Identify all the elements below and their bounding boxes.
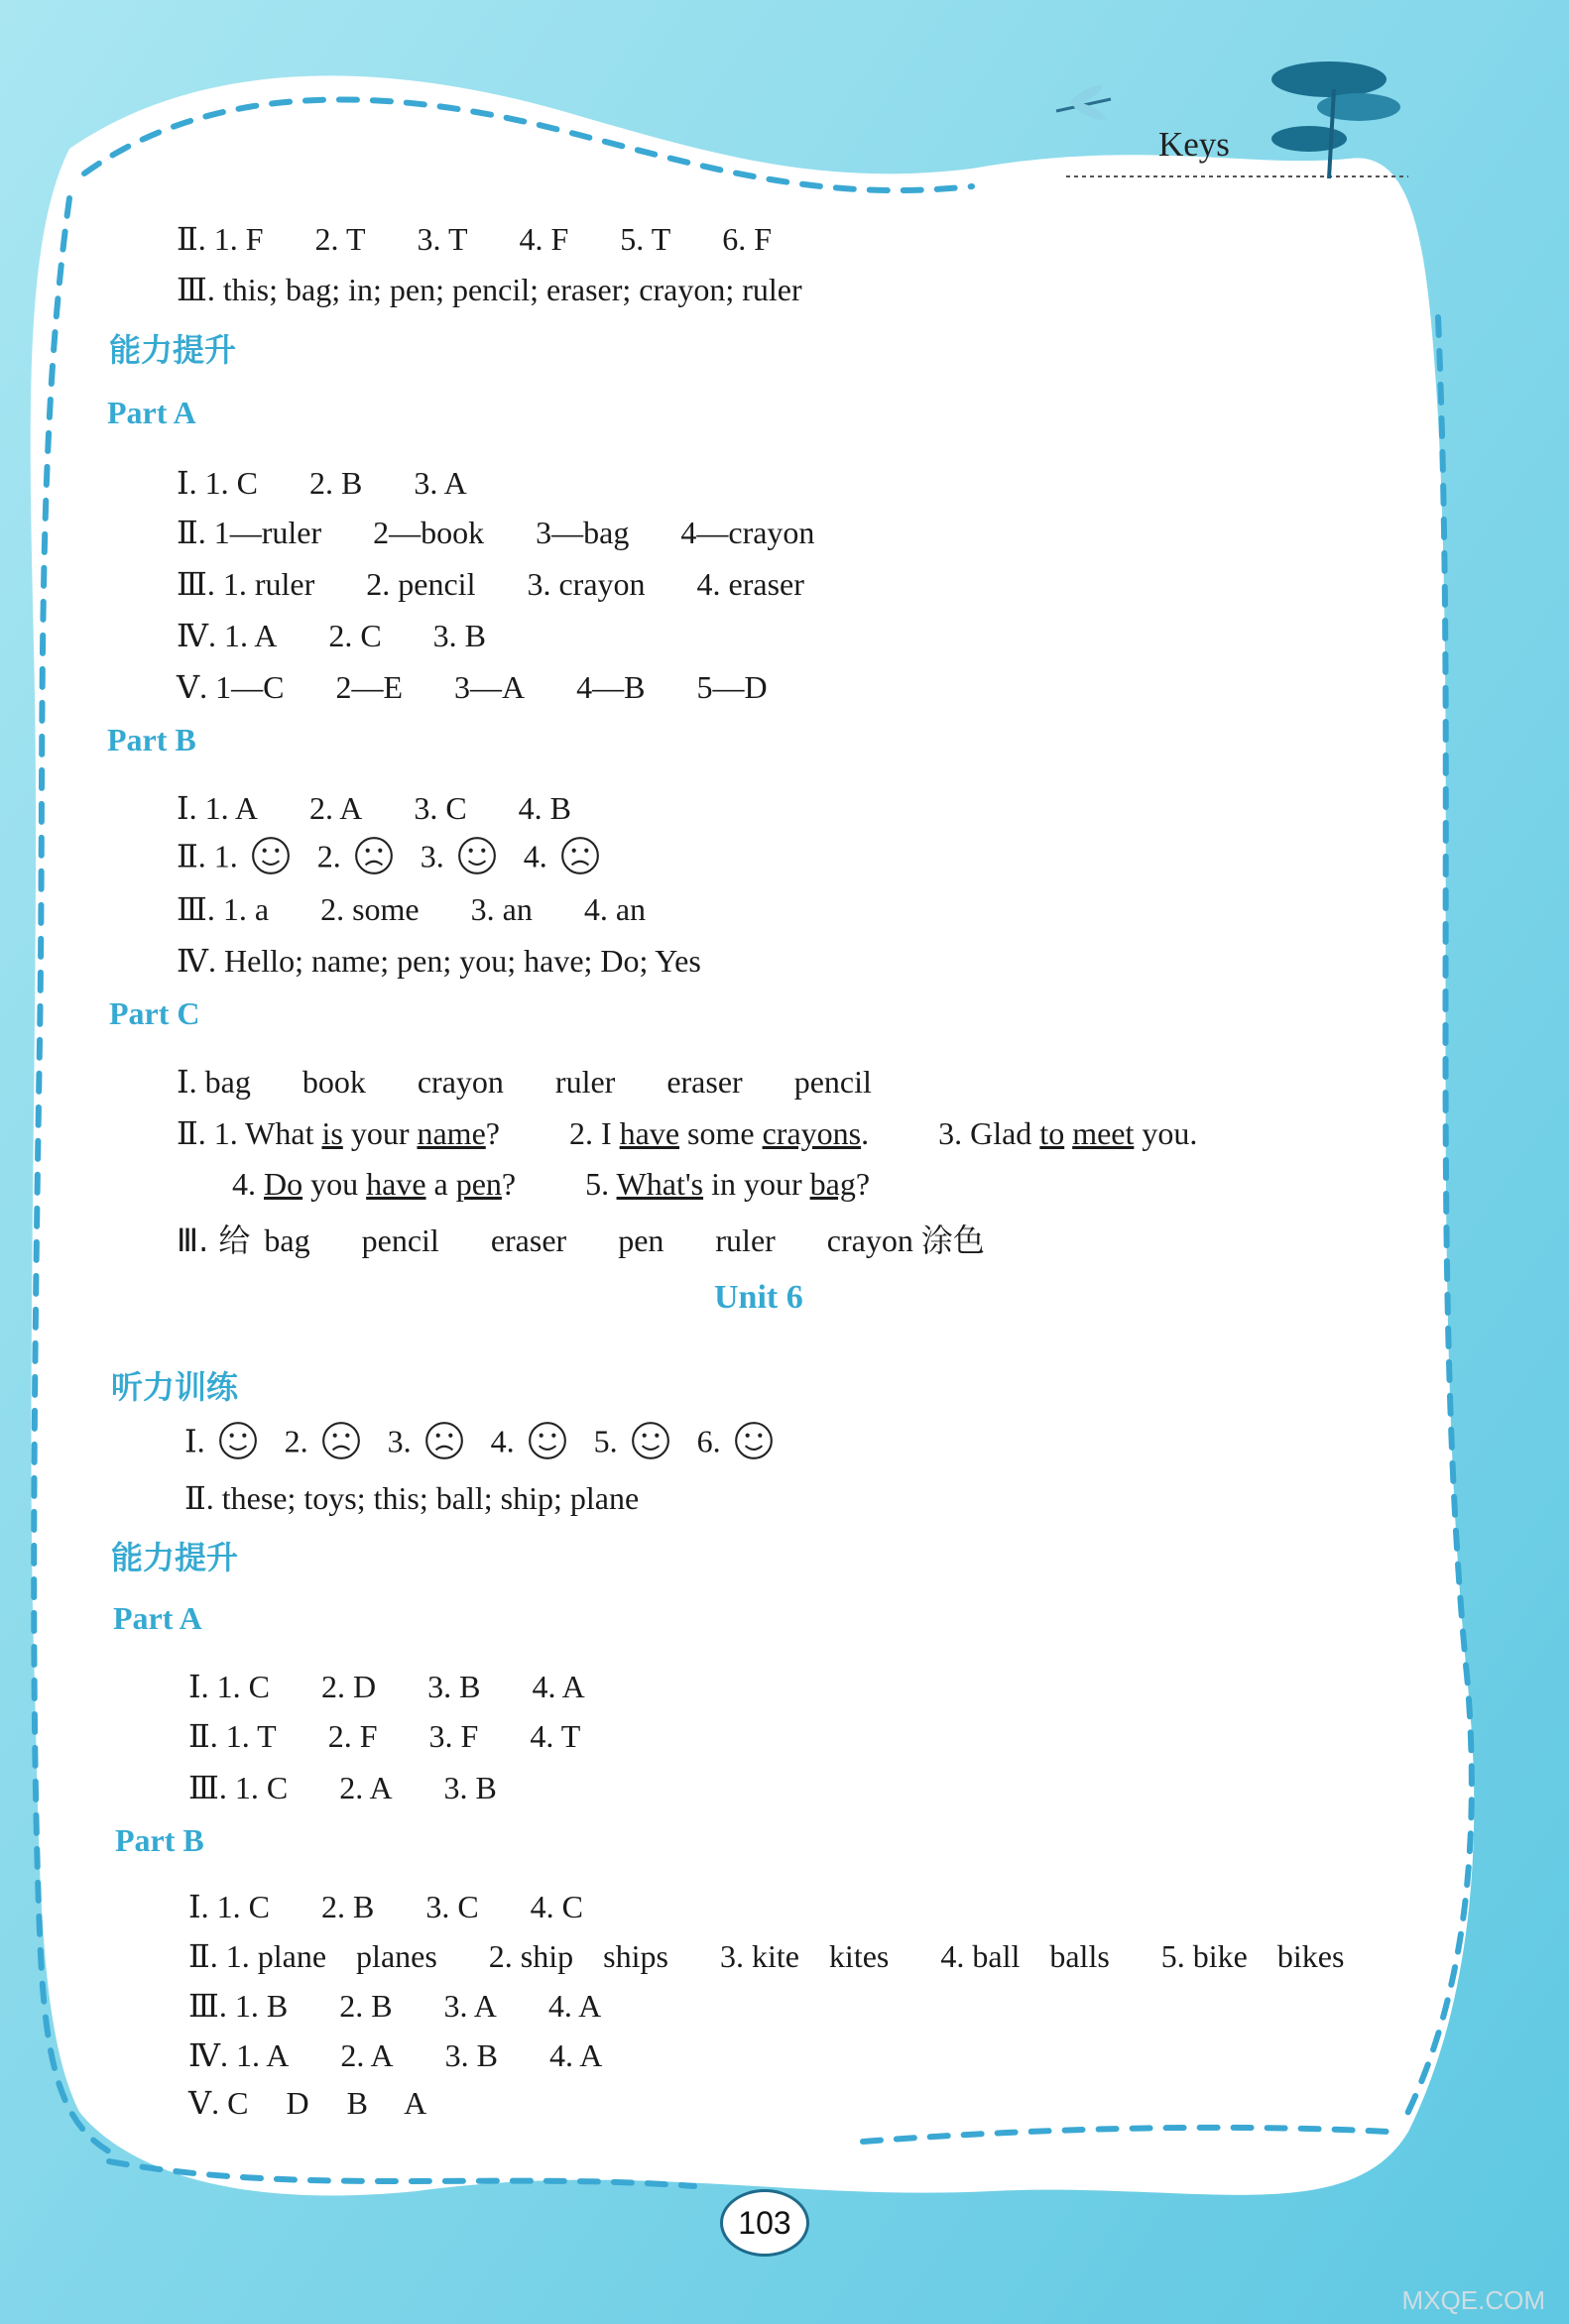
answer: 3. F <box>428 1718 479 1754</box>
u5-ii-line <box>177 220 815 258</box>
sentence-4: 4. Do you have a pen? <box>232 1166 517 1202</box>
header-title: Keys <box>1158 125 1230 164</box>
u6-pb-iv <box>188 2036 646 2074</box>
answer: 4. T <box>530 1718 581 1754</box>
answer: pencil <box>361 1222 439 1258</box>
u5-pb-iv: Ⅳ. Hello; name; pen; you; have; Do; Yes <box>177 943 701 979</box>
answer: 2. D <box>320 1669 377 1704</box>
part-a-heading: Part A <box>113 1600 202 1636</box>
answer: 4. A <box>549 2037 603 2073</box>
answer: 2—book <box>373 515 485 550</box>
answer-label: Ⅱ. 1. <box>177 838 238 874</box>
answer: 2. pencil <box>366 566 476 602</box>
u5-pa-i <box>177 464 511 502</box>
answer-label: Ⅲ. 给 <box>177 1221 251 1259</box>
u5-pc-ii-row2 <box>232 1166 913 1203</box>
answer: pen <box>618 1222 664 1258</box>
u5-iii-line: Ⅲ. this; bag; in; pen; pencil; eraser; crayon; ruler <box>177 272 802 307</box>
answer: ruler <box>554 1064 616 1100</box>
answer: 4. B <box>518 790 572 826</box>
answer: 4. an <box>583 891 647 927</box>
answer: Ⅰ. 1. C <box>188 1889 270 1924</box>
answer: 3. A <box>443 1988 497 2024</box>
answer: 3. crayon <box>527 566 646 602</box>
smiley-icon <box>250 835 292 884</box>
smiley-icon <box>456 835 498 884</box>
answer: Ⅲ. 1. B <box>188 1988 289 2024</box>
answer: Ⅰ. 1. C <box>177 465 258 501</box>
answer-label: 3. <box>387 1423 412 1459</box>
answer: 4—B <box>576 669 646 705</box>
answer: 3. C <box>425 1889 479 1924</box>
answer: 3. C <box>414 790 467 826</box>
answer: 2. B <box>308 465 363 501</box>
u6-pb-iii <box>188 1987 645 2025</box>
sentence-1: Ⅱ. 1. What is your name? <box>177 1115 500 1151</box>
answer: ships <box>603 1938 668 1974</box>
u5-pa-iii <box>177 565 848 603</box>
u6-pa-i <box>188 1668 629 1705</box>
answer: pencil <box>793 1064 872 1100</box>
answer: B <box>346 2085 368 2121</box>
smiley-icon <box>733 1420 775 1469</box>
answer: Ⅱ. 1. T <box>188 1718 277 1754</box>
u6-pa-iii <box>188 1769 541 1806</box>
answer: ruler <box>715 1222 776 1258</box>
answer: kites <box>828 1938 890 1974</box>
ability-heading: 能力提升 <box>111 1539 239 1576</box>
ability-heading: 能力提升 <box>109 331 237 369</box>
answer: 4. A <box>532 1669 585 1704</box>
answer: 2—E <box>335 669 403 705</box>
u5-pc-i <box>177 1063 915 1101</box>
answer: Ⅴ. C <box>188 2085 249 2121</box>
part-a-heading: Part A <box>107 395 196 430</box>
answer: A <box>404 2085 427 2121</box>
u6-pa-ii <box>188 1717 624 1755</box>
answer: 2. A <box>308 790 363 826</box>
page-number: 103 <box>720 2189 809 2257</box>
answer: 2. ship <box>488 1938 574 1974</box>
u5-pc-ii-row1 <box>177 1114 1241 1152</box>
u5-pb-ii <box>177 835 619 884</box>
answer-label: 涂色 <box>920 1221 985 1259</box>
answer: planes <box>356 1938 437 1974</box>
u5-pb-i <box>177 789 615 827</box>
answer: 4—crayon <box>680 515 815 550</box>
answer: 2. A <box>340 2037 394 2073</box>
u5-pa-v <box>177 668 811 706</box>
answer: Ⅱ. 1—ruler <box>177 515 322 550</box>
answer: 3. an <box>470 891 533 927</box>
answer: 3. B <box>432 618 486 653</box>
answer: Ⅳ. 1. A <box>188 2037 290 2073</box>
u5-pa-iv <box>177 617 530 654</box>
u6-listen-ii: Ⅱ. these; toys; this; ball; ship; plane <box>184 1480 640 1516</box>
answer: 3. B <box>443 1770 497 1805</box>
answer: 5. T <box>620 221 671 257</box>
answer: 3—bag <box>536 515 630 550</box>
answer: Ⅴ. 1—C <box>177 669 285 705</box>
answer: Ⅰ. 1. C <box>188 1669 270 1704</box>
answer-label: 6. <box>696 1423 721 1459</box>
smiley-icon <box>320 1420 362 1469</box>
answer: 3. kite <box>719 1938 799 1974</box>
sentence-3: 3. Glad to meet you. <box>938 1115 1198 1151</box>
u6-pb-v <box>188 2084 426 2122</box>
answer: 3. B <box>427 1669 481 1704</box>
answer: balls <box>1049 1938 1110 1974</box>
answer: D <box>286 2085 309 2121</box>
answer: Ⅲ. 1. ruler <box>177 566 315 602</box>
watermark: MXQE.COM <box>1401 2285 1545 2315</box>
answer: Ⅳ. 1. A <box>177 618 278 653</box>
u5-pa-ii <box>177 514 858 551</box>
answer: 3. T <box>417 221 468 257</box>
answer: 2. some <box>320 891 420 927</box>
smiley-icon <box>217 1420 259 1469</box>
answer: 4. A <box>547 1988 602 2024</box>
answer-label: 4. <box>490 1423 515 1459</box>
part-b-heading: Part B <box>107 722 196 757</box>
smiley-icon <box>559 835 601 884</box>
u6-listen-i <box>184 1420 792 1469</box>
sentence-5: 5. What's in your bag? <box>585 1166 871 1202</box>
answer: Ⅱ. 1. plane <box>188 1938 327 1974</box>
answer: 5. bike <box>1160 1938 1248 1974</box>
answer-label: 4. <box>523 838 547 874</box>
answer-label: 2. <box>284 1423 308 1459</box>
smiley-icon <box>353 835 395 884</box>
answer: 3—A <box>454 669 526 705</box>
answer: 4. F <box>519 221 569 257</box>
answer: 3. B <box>444 2037 498 2073</box>
answer: 2. F <box>327 1718 378 1754</box>
answer: bag <box>264 1222 310 1258</box>
answer: crayon <box>417 1064 504 1100</box>
answer: Ⅱ. 1. F <box>177 221 264 257</box>
answer: 2. B <box>320 1889 375 1924</box>
answer-label: 3. <box>420 838 444 874</box>
part-b-heading: Part B <box>115 1822 204 1858</box>
listening-heading: 听力训练 <box>111 1368 239 1406</box>
answer: 2. C <box>328 618 382 653</box>
answer-label: 5. <box>593 1423 618 1459</box>
u5-pb-iii <box>177 890 689 928</box>
answer: eraser <box>666 1064 743 1100</box>
answer: crayon <box>826 1222 913 1258</box>
answer: 2. T <box>314 221 366 257</box>
answer: book <box>302 1064 366 1100</box>
answer: Ⅰ. bag <box>177 1064 251 1100</box>
sentence-2: 2. I have some crayons. <box>568 1115 870 1151</box>
answer: Ⅲ. 1. C <box>188 1770 289 1805</box>
answer: 2. B <box>339 1988 393 2024</box>
u5-pc-iii <box>177 1216 985 1261</box>
answer: Ⅲ. 1. a <box>177 891 270 927</box>
answer: 4. C <box>530 1889 584 1924</box>
answer: bikes <box>1276 1938 1345 1974</box>
answer: eraser <box>490 1222 567 1258</box>
u6-pb-ii <box>188 1937 1344 1975</box>
smiley-icon <box>630 1420 671 1469</box>
answer: 6. F <box>722 221 773 257</box>
smiley-icon <box>527 1420 568 1469</box>
unit-title: Unit 6 <box>714 1279 803 1316</box>
answer: 4. eraser <box>696 566 804 602</box>
u6-pb-i <box>188 1888 627 1925</box>
answer: 4. ball <box>940 1938 1021 1974</box>
part-c-heading: Part C <box>109 995 200 1031</box>
answer: Ⅰ. 1. A <box>177 790 258 826</box>
smiley-icon <box>423 1420 465 1469</box>
answer: 3. A <box>414 465 467 501</box>
answer: 5—D <box>696 669 768 705</box>
answer-label: 2. <box>316 838 341 874</box>
answer: 2. A <box>339 1770 393 1805</box>
answer-label: Ⅰ. <box>184 1423 205 1459</box>
